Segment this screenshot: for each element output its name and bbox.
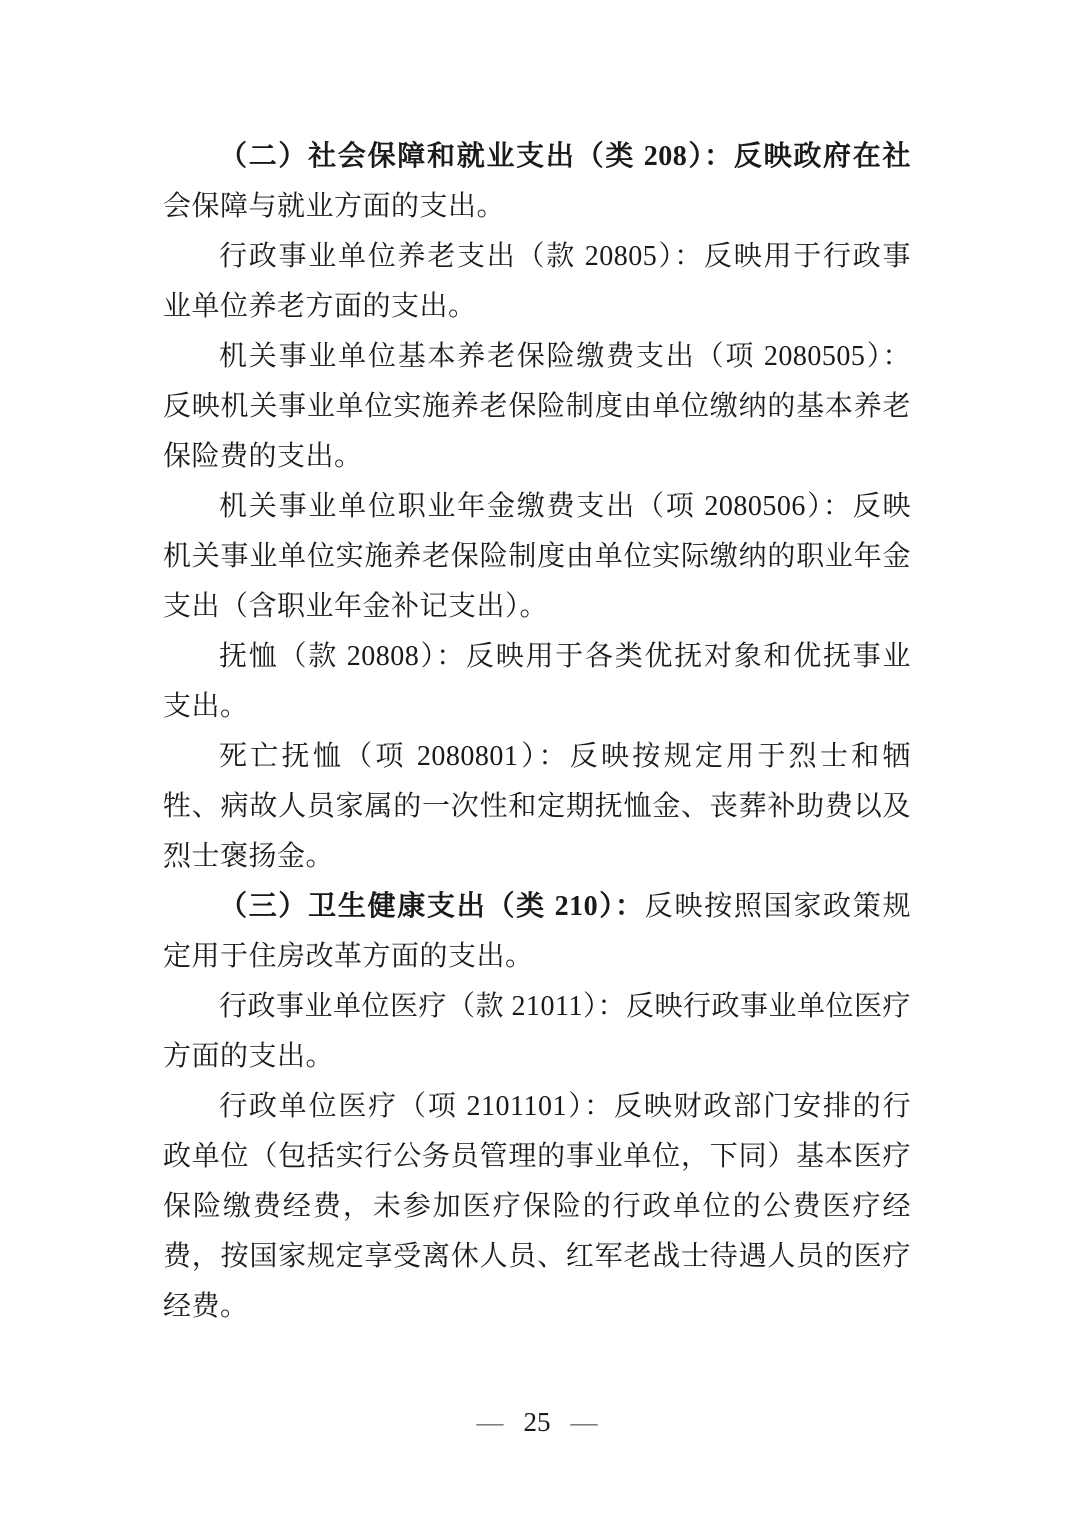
paragraph (163, 132, 911, 232)
paragraph (163, 232, 911, 332)
paragraph-text-run: 机关事业单位职业年金缴费支出（项 2080506）：反映机关事业单位实施养老保险制度由单位实际缴纳的职业年金支出（含职业年金补记支出）。 (163, 491, 911, 622)
paragraph-heading-run: （二）社会保障和就业支出（类 208）：反映政府在社 (219, 141, 911, 172)
paragraph (163, 632, 911, 732)
paragraph-heading-run: （三）卫生健康支出（类 210）： (219, 891, 645, 922)
paragraph-text-run: 死亡抚恤（项 2080801）：反映按规定用于烈士和牺牲、病故人员家属的一次性和定期抚恤金、丧葬补助费以及烈士褒扬金。 (163, 741, 911, 872)
paragraph-text-run: 抚恤（款 20808）：反映用于各类优抚对象和优抚事业支出。 (163, 641, 911, 722)
paragraph (163, 482, 911, 632)
paragraph-text-run: 行政事业单位医疗（款 21011）：反映行政事业单位医疗方面的支出。 (163, 991, 911, 1072)
paragraph (163, 332, 911, 482)
page-footer (0, 1402, 1074, 1442)
document-content (163, 132, 911, 1332)
footer-dash-left: — (476, 1407, 504, 1437)
paragraph (163, 982, 911, 1082)
footer-dash-right: — (570, 1407, 598, 1437)
paragraph-text-run: 反映按照国家政策规定用于住房改革方面的支出。 (163, 891, 911, 972)
paragraph-text-run: 机关事业单位基本养老保险缴费支出（项 2080505）：反映机关事业单位实施养老保险制度由单位缴纳的基本养老保险费的支出。 (163, 341, 911, 472)
paragraph-text-run: 会保障与就业方面的支出。 (163, 191, 506, 222)
paragraph (163, 1082, 911, 1332)
paragraph (163, 882, 911, 982)
paragraph-text-run: 行政单位医疗（项 2101101）：反映财政部门安排的行政单位（包括实行公务员管理的事业单位，下同）基本医疗保险缴费经费，未参加医疗保险的行政单位的公费医疗经费，按国家规定享受离休人员、红军老战士待遇人员的医疗经费。 (163, 1091, 911, 1322)
paragraph-text-run: 行政事业单位养老支出（款 20805）：反映用于行政事业单位养老方面的支出。 (163, 241, 911, 322)
paragraph (163, 732, 911, 882)
page-number: 25 (523, 1407, 551, 1437)
